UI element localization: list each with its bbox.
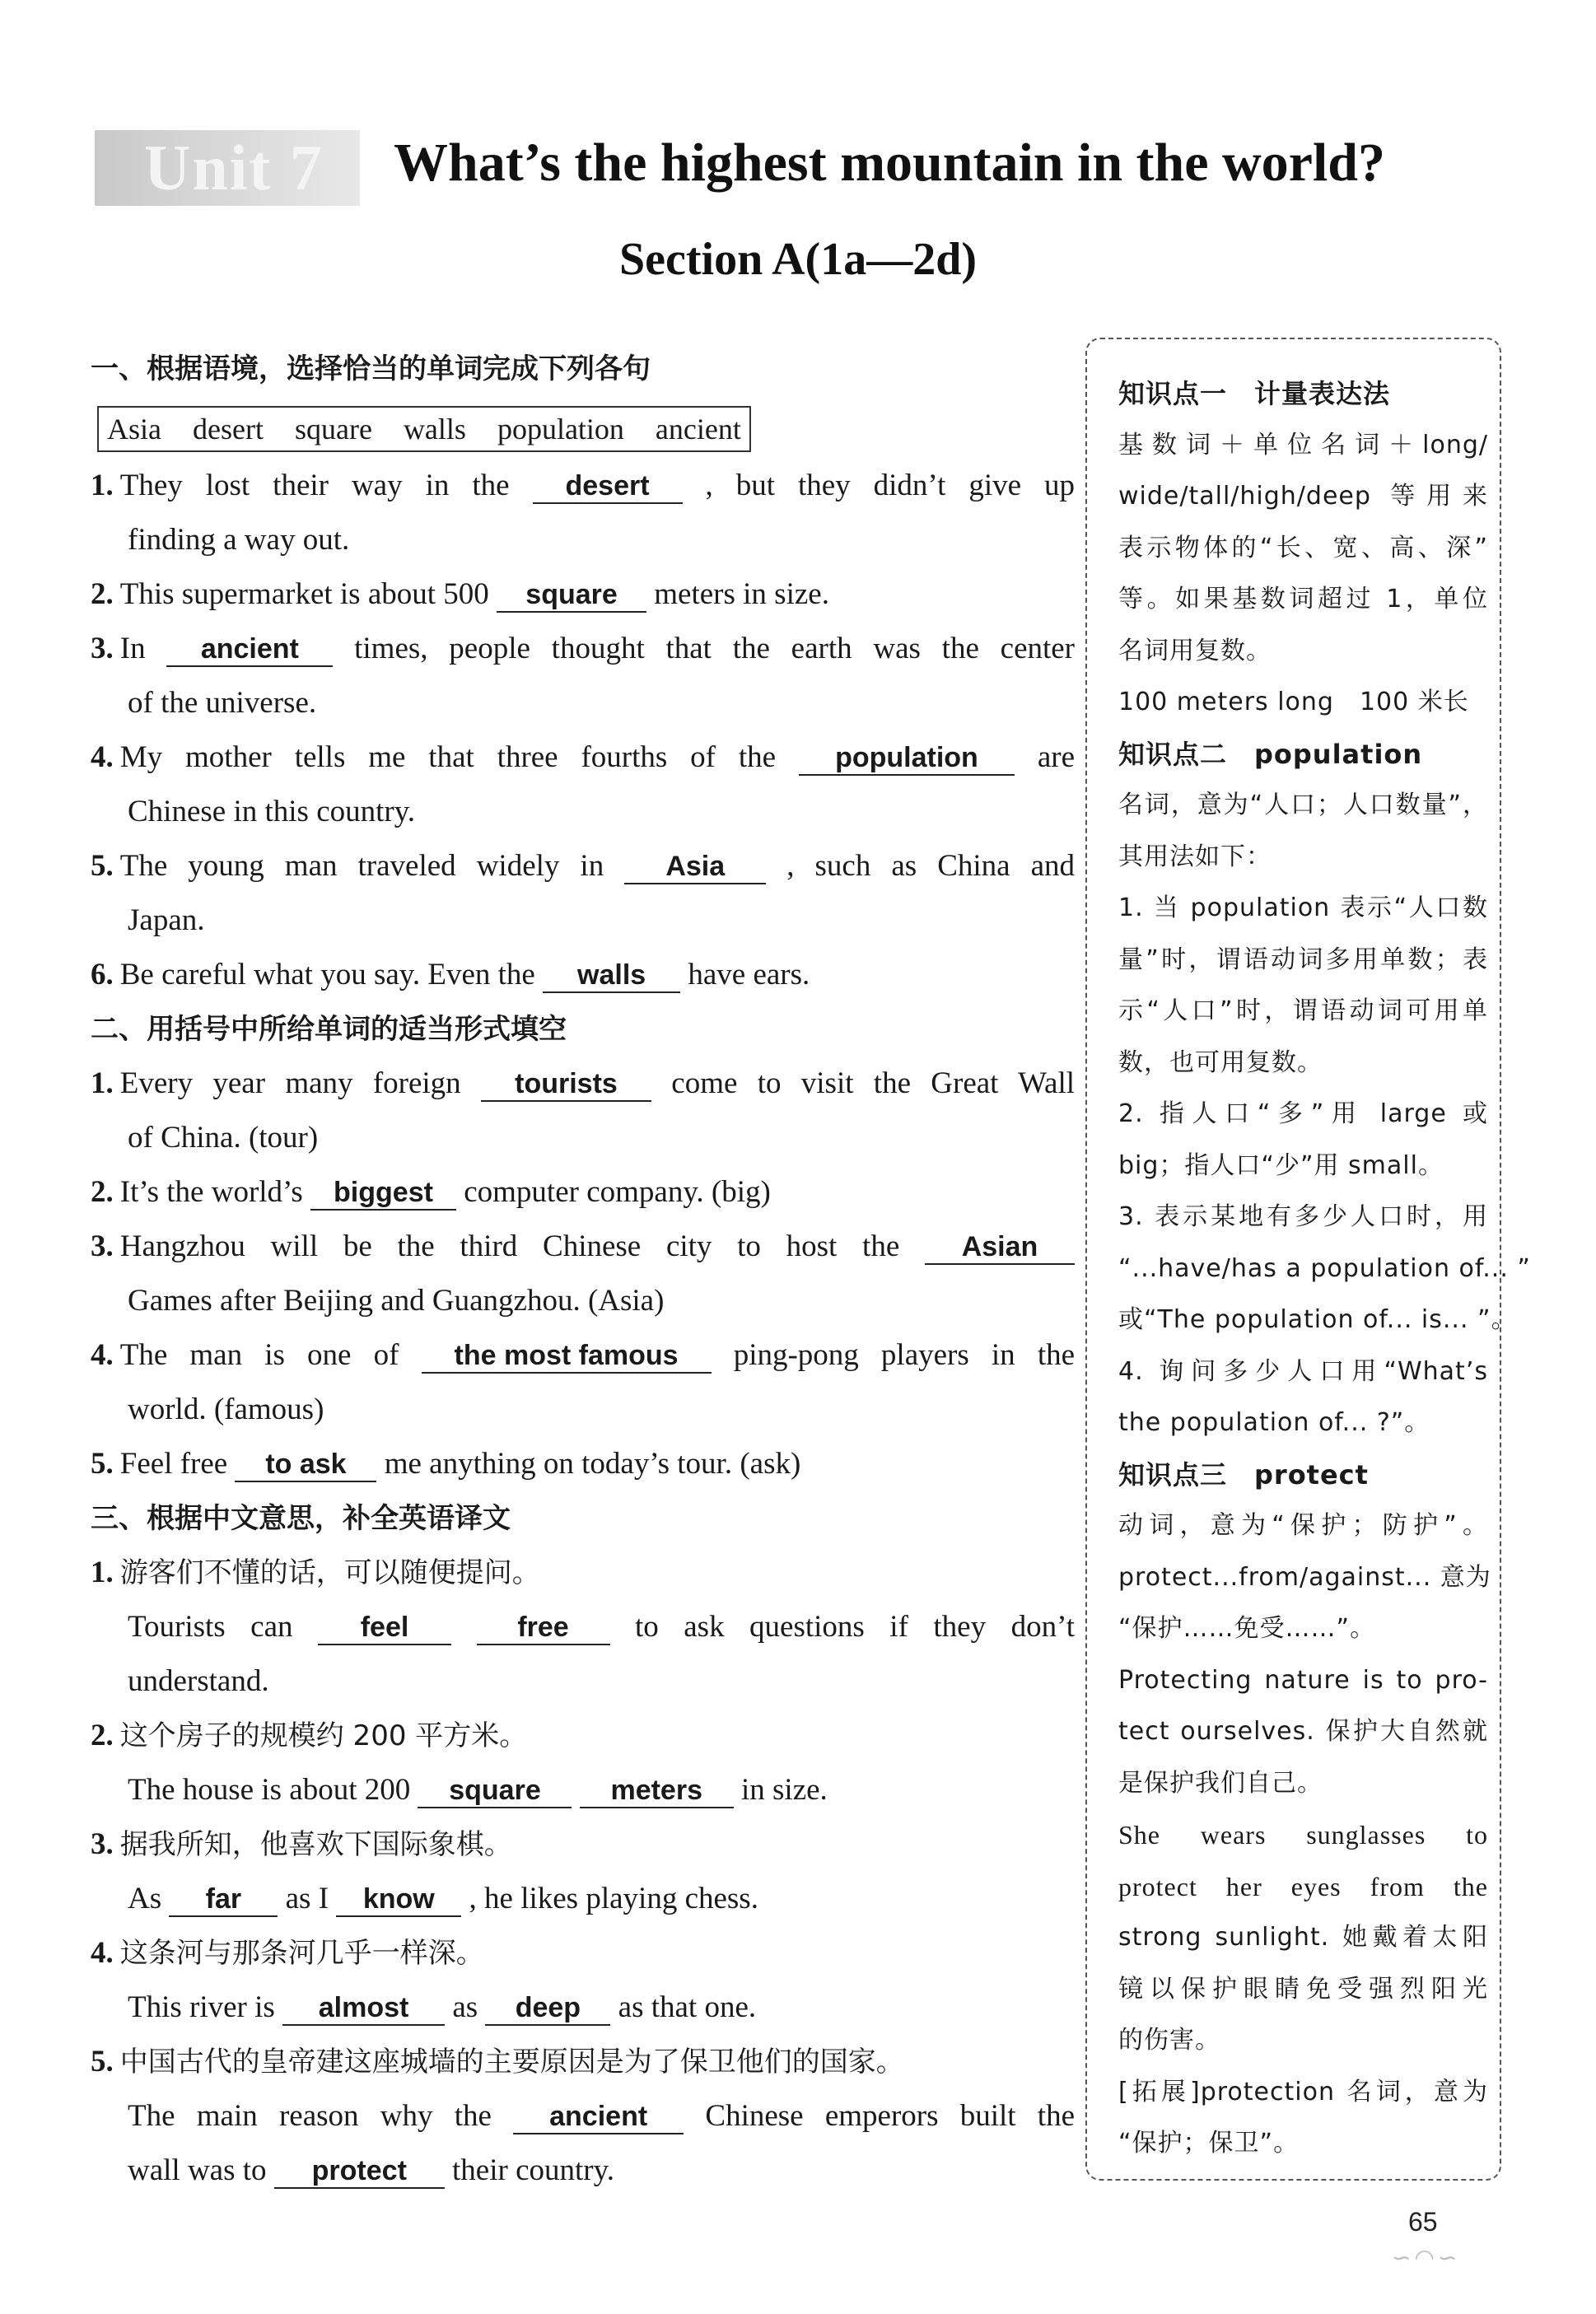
sidebar-line: 数，也可用复数。 [1118, 1047, 1323, 1077]
question-text: , such as China and [786, 849, 1076, 883]
knowledge-point-title: 知识点三 protect [1118, 1458, 1369, 1491]
sidebar-line: 或“The population of... is... ”。 [1118, 1305, 1517, 1334]
question-line [91, 513, 1075, 567]
question-text: come to visit the Great Wall [671, 1066, 1076, 1100]
question-line [91, 785, 1075, 839]
answer-blank[interactable]: the most famous [422, 1339, 712, 1374]
sidebar-line: “...have/has a population of... ” [1118, 1253, 1531, 1283]
question-text: me anything on today’s tour. (ask) [384, 1447, 801, 1481]
question-text: Chinese in this country. [128, 795, 416, 828]
word-bank-item: Asia [107, 413, 161, 446]
question-text: ping-pong players in the [733, 1338, 1076, 1372]
question-text: have ears. [688, 958, 810, 991]
question-number: 4. [91, 1338, 114, 1372]
chinese-prompt: 据我所知，他喜欢下国际象棋。 [119, 1828, 512, 1861]
sidebar-line: big；指人口“少”用 small。 [1118, 1150, 1444, 1180]
question-number: 6. [91, 958, 114, 991]
question-line [91, 1437, 1075, 1491]
question-number: 3. [91, 1229, 114, 1263]
question-number: 5. [91, 849, 114, 883]
sidebar-line: 等。如果基数词超过 1，单位 [1118, 585, 1488, 613]
question-text: as [452, 1990, 478, 2024]
question-text: finding a way out. [128, 523, 350, 557]
question-line [91, 948, 1075, 1002]
word-bank-item: population [497, 413, 624, 446]
sidebar-line: protect...from/against... 意为 [1118, 1562, 1491, 1592]
question-text: This river is [128, 1990, 275, 2024]
question-number: 4. [91, 1936, 114, 1970]
question-text: meters in size. [654, 577, 829, 611]
sidebar-line: 示“人口”时，谓语动词可用单 [1118, 996, 1488, 1025]
question-text: in size. [740, 1773, 828, 1807]
word-bank-item: walls [403, 413, 466, 446]
chinese-prompt: 这条河与那条河几乎一样深。 [119, 1937, 484, 1970]
answer-blank[interactable]: desert [533, 469, 683, 504]
answer-blank[interactable]: Asian [925, 1230, 1075, 1265]
unit-badge: Unit 7 [95, 130, 360, 206]
question-number: 4. [91, 740, 114, 774]
page-title: What’s the highest mountain in the world? [394, 133, 1386, 193]
question-line [91, 893, 1075, 948]
sidebar-line: 名词用复数。 [1118, 636, 1272, 665]
sidebar-line: She wears sunglasses to [1118, 1820, 1488, 1850]
question-number: 1. [91, 1066, 114, 1100]
question-line [91, 1709, 1075, 1763]
answer-blank[interactable]: protect [274, 2154, 445, 2189]
question-text: of the universe. [128, 686, 317, 720]
sidebar-line: 表示物体的“长、宽、高、深” [1118, 533, 1488, 562]
question-number: 1. [91, 469, 114, 502]
sidebar-line: 4. 询问多少人口用“What’s [1118, 1356, 1488, 1386]
question-line [91, 1600, 1075, 1654]
question-text: As [128, 1882, 162, 1915]
section-title: Section A(1a—2d) [619, 234, 977, 285]
sidebar-line: protect her eyes from the [1118, 1871, 1488, 1901]
answer-blank[interactable]: population [799, 741, 1015, 776]
question-number: 5. [91, 1447, 114, 1481]
question-text: computer company. (big) [464, 1175, 771, 1209]
answer-blank[interactable]: walls [543, 959, 680, 993]
knowledge-point-title: 知识点二 population [1118, 738, 1423, 770]
chinese-prompt: 游客们不懂的话，可以随便提问。 [119, 1556, 540, 1589]
sidebar-line: 名词，意为“人口；人口数量”， [1118, 791, 1488, 819]
sidebar-line: 动词，意为“保护；防护”。 [1118, 1511, 1488, 1540]
answer-blank[interactable]: ancient [513, 2100, 684, 2134]
question-line [91, 1057, 1075, 1111]
word-bank-item: ancient [655, 413, 741, 446]
answer-blank[interactable]: square [497, 578, 646, 613]
question-text: The house is about 200 [128, 1773, 411, 1807]
question-line [91, 839, 1075, 893]
chinese-prompt: 中国古代的皇帝建这座城墙的主要原因是为了保卫他们的国家。 [119, 2046, 904, 2078]
question-number: 1. [91, 1556, 114, 1589]
question-line [91, 459, 1075, 513]
question-line [91, 676, 1075, 730]
knowledge-sidebar [1085, 338, 1531, 2181]
question-line [91, 2144, 1075, 2198]
question-number: 5. [91, 2045, 114, 2078]
question-text: understand. [128, 1664, 269, 1698]
word-bank-item: desert [193, 413, 264, 446]
question-text: Japan. [128, 903, 205, 937]
question-text: In [119, 632, 146, 665]
sidebar-line: 量”时，谓语动词多用单数；表 [1118, 945, 1488, 974]
question-text: The main reason why the [128, 2099, 492, 2133]
knowledge-point-title: 知识点一 计量表达法 [1118, 378, 1391, 409]
question-text: Chinese emperors built the [705, 2099, 1075, 2133]
sidebar-line: tect ourselves. 保护大自然就 [1118, 1717, 1488, 1746]
sidebar-line: strong sunlight. 她戴着太阳 [1118, 1923, 1488, 1952]
question-line [91, 1926, 1075, 1980]
question-text: as I [285, 1882, 329, 1915]
sidebar-line: 是保护我们自己。 [1118, 1768, 1323, 1798]
question-line [91, 1328, 1075, 1383]
sidebar-line: 2. 指人口“多”用 large 或 [1118, 1099, 1488, 1128]
answer-blank[interactable]: ancient [166, 632, 333, 667]
answer-blank[interactable]: deep [485, 1991, 610, 2026]
question-number: 2. [91, 1175, 114, 1209]
question-text: My mother tells me that three fourths of the [119, 740, 777, 774]
sidebar-line: 3. 表示某地有多少人口时，用 [1118, 1202, 1488, 1231]
answer-blank[interactable]: Asia [624, 850, 766, 884]
sidebar-line: Protecting nature is to pro- [1118, 1665, 1488, 1695]
question-text: times, people thought that the earth was the center [354, 632, 1076, 665]
question-line [91, 2035, 1075, 2089]
question-number: 2. [91, 1719, 114, 1752]
exercise-column [91, 342, 1075, 2198]
question-line [91, 567, 1075, 622]
question-number: 2. [91, 577, 114, 611]
answer-blank[interactable]: to ask [235, 1448, 376, 1482]
question-line [91, 1111, 1075, 1165]
question-text: They lost their way in the [119, 469, 510, 502]
answer-blank[interactable]: meters [580, 1774, 734, 1808]
question-text: , he likes playing chess. [469, 1882, 758, 1915]
sidebar-line: 镜以保护眼睛免受强烈阳光 [1118, 1974, 1488, 2004]
question-line [91, 1383, 1075, 1437]
decorative-flourish-icon: ∽◠∽ [1392, 2246, 1461, 2271]
question-text: their country. [452, 2153, 614, 2187]
question-line [91, 1763, 1075, 1817]
sidebar-line: “保护……免受……”。 [1118, 1614, 1376, 1643]
question-line [91, 622, 1075, 676]
part2-heading: 二、用括号中所给单词的适当形式填空 [91, 1013, 567, 1046]
sidebar-line: the population of... ?”。 [1118, 1408, 1430, 1437]
answer-blank[interactable]: far [169, 1882, 278, 1917]
question-number: 3. [91, 1827, 114, 1861]
question-text: This supermarket is about 500 [119, 577, 489, 611]
question-line [91, 1872, 1075, 1926]
question-line [91, 1165, 1075, 1220]
word-bank-item: square [294, 413, 372, 446]
question-line [91, 2089, 1075, 2144]
question-text: The young man traveled widely in [119, 849, 604, 883]
question-text: are [1037, 740, 1075, 774]
answer-blank[interactable]: square [418, 1774, 572, 1808]
part1-heading: 一、根据语境，选择恰当的单词完成下列各句 [91, 352, 651, 385]
chinese-prompt: 这个房子的规模约 200 平方米。 [119, 1719, 528, 1752]
question-line [91, 1817, 1075, 1872]
answer-blank[interactable]: know [336, 1882, 461, 1917]
question-text: Be careful what you say. Even the [119, 958, 535, 991]
question-line [91, 1654, 1075, 1709]
question-text: wall was to [128, 2153, 267, 2187]
sidebar-line: wide/tall/high/deep 等用来 [1118, 482, 1488, 511]
answer-blank[interactable]: biggest [310, 1176, 456, 1211]
question-text: Every year many foreign [119, 1066, 461, 1100]
question-text: The man is one of [119, 1338, 399, 1372]
page-number: 65 [1408, 2207, 1438, 2237]
question-text: Tourists can [128, 1610, 293, 1644]
question-line [91, 1546, 1075, 1600]
question-text: as that one. [618, 1990, 757, 2024]
question-text: Feel free [119, 1447, 228, 1481]
part3-heading: 三、根据中文意思，补全英语译文 [91, 1502, 511, 1535]
answer-blank[interactable]: free [477, 1611, 610, 1645]
sidebar-line: 的伤害。 [1118, 2026, 1220, 2055]
sidebar-line: 100 meters long 100 米长 [1118, 688, 1469, 716]
question-text: It’s the world’s [119, 1175, 303, 1209]
question-line [91, 1220, 1075, 1274]
question-line [91, 1274, 1075, 1328]
question-number: 3. [91, 632, 114, 665]
sidebar-line: [拓展]protection 名词，意为 [1118, 2077, 1488, 2106]
question-line [91, 1980, 1075, 2035]
answer-blank[interactable]: tourists [481, 1067, 651, 1102]
question-line [91, 730, 1075, 785]
question-text: Hangzhou will be the third Chinese city to host the [119, 1229, 900, 1263]
answer-blank[interactable]: almost [282, 1991, 445, 2026]
sidebar-line: “保护；保卫”。 [1118, 2129, 1300, 2158]
question-text: Games after Beijing and Guangzhou. (Asia) [128, 1284, 665, 1318]
sidebar-line: 其用法如下： [1118, 842, 1272, 871]
answer-blank[interactable]: feel [318, 1611, 451, 1645]
question-text: of China. (tour) [128, 1121, 319, 1155]
sidebar-line: 1. 当 population 表示“人口数 [1118, 893, 1488, 922]
sidebar-line: 基数词＋单位名词＋long/ [1118, 430, 1488, 460]
question-text: , but they didn’t give up [705, 469, 1076, 502]
word-bank [97, 406, 751, 452]
question-text: world. (famous) [128, 1393, 324, 1426]
question-text: to ask questions if they don’t [634, 1610, 1076, 1644]
